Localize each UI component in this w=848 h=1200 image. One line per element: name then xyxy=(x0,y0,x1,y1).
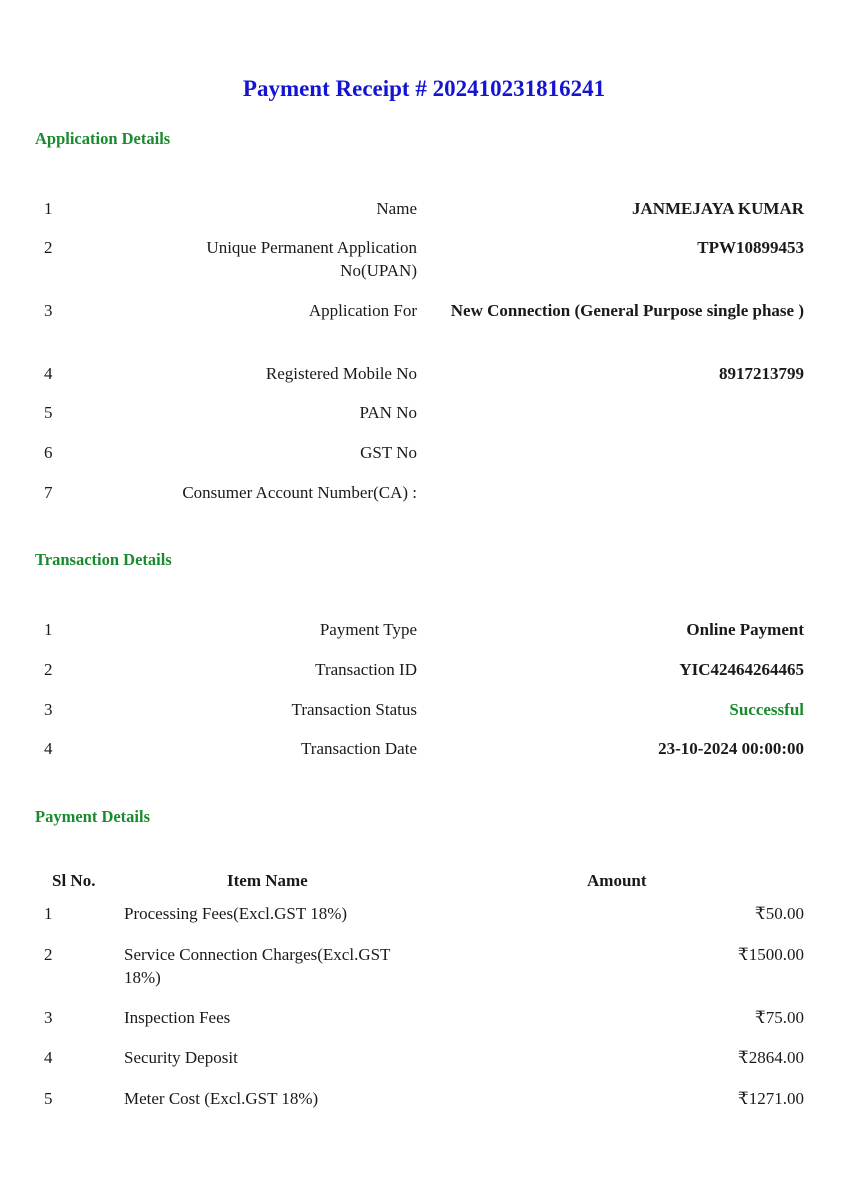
row-number: 5 xyxy=(44,1089,53,1108)
column-header-sl-no: Sl No. xyxy=(52,871,96,890)
field-label: PAN No xyxy=(359,403,417,422)
transaction-details-heading: Transaction Details xyxy=(35,550,172,569)
field-label: Registered Mobile No xyxy=(265,364,417,383)
row-number: 1 xyxy=(44,199,53,218)
item-amount: ₹2864.00 xyxy=(737,1048,804,1067)
item-amount: ₹1500.00 xyxy=(737,945,804,964)
row-number: 1 xyxy=(44,904,53,923)
item-name: Processing Fees(Excl.GST 18%) xyxy=(124,904,348,923)
row-number: 2 xyxy=(44,660,53,679)
row-number: 7 xyxy=(44,483,53,502)
field-label: Application For xyxy=(308,301,417,320)
row-number: 4 xyxy=(44,1048,53,1067)
field-value: 23-10-2024 00:00:00 xyxy=(658,739,804,758)
item-amount: ₹50.00 xyxy=(754,904,804,923)
item-amount: ₹75.00 xyxy=(754,1008,804,1027)
payment-details-heading: Payment Details xyxy=(35,807,151,826)
field-value: 8917213799 xyxy=(719,364,804,383)
field-label: Transaction ID xyxy=(315,660,417,679)
receipt-title: Payment Receipt # 202410231816241 xyxy=(242,76,606,101)
row-number: 4 xyxy=(44,739,53,758)
row-number: 4 xyxy=(44,364,53,383)
row-number: 3 xyxy=(44,1008,53,1027)
field-value: Online Payment xyxy=(686,620,804,639)
field-label: Payment Type xyxy=(319,620,417,639)
row-number: 5 xyxy=(44,403,53,422)
row-number: 2 xyxy=(44,945,53,964)
row-number: 3 xyxy=(44,301,53,320)
field-label: Name xyxy=(376,199,417,218)
column-header-amount: Amount xyxy=(587,871,647,890)
field-label: Consumer Account Number(CA) : xyxy=(182,483,417,502)
item-amount: ₹1271.00 xyxy=(737,1089,804,1108)
row-number: 2 xyxy=(44,238,53,257)
field-value: New Connection (General Purpose single phase ) xyxy=(450,301,804,320)
field-label: Transaction Status xyxy=(291,700,417,719)
item-name: Security Deposit xyxy=(124,1048,238,1067)
item-name: Service Connection Charges(Excl.GST 18%) xyxy=(124,945,391,987)
field-label: GST No xyxy=(360,443,417,462)
row-number: 3 xyxy=(44,700,53,719)
field-value: TPW10899453 xyxy=(697,238,804,257)
field-label: Transaction Date xyxy=(301,739,417,758)
row-number: 6 xyxy=(44,443,53,462)
field-value: JANMEJAYA KUMAR xyxy=(631,199,804,218)
application-details-heading: Application Details xyxy=(35,129,171,148)
column-header-item-name: Item Name xyxy=(227,871,308,890)
field-label: Unique Permanent Application No(UPAN) xyxy=(206,238,417,280)
row-number: 1 xyxy=(44,620,53,639)
item-name: Inspection Fees xyxy=(124,1008,231,1027)
item-name: Meter Cost (Excl.GST 18%) xyxy=(124,1089,319,1108)
field-value: YIC42464264465 xyxy=(679,660,804,679)
status-badge: Successful xyxy=(729,700,804,719)
